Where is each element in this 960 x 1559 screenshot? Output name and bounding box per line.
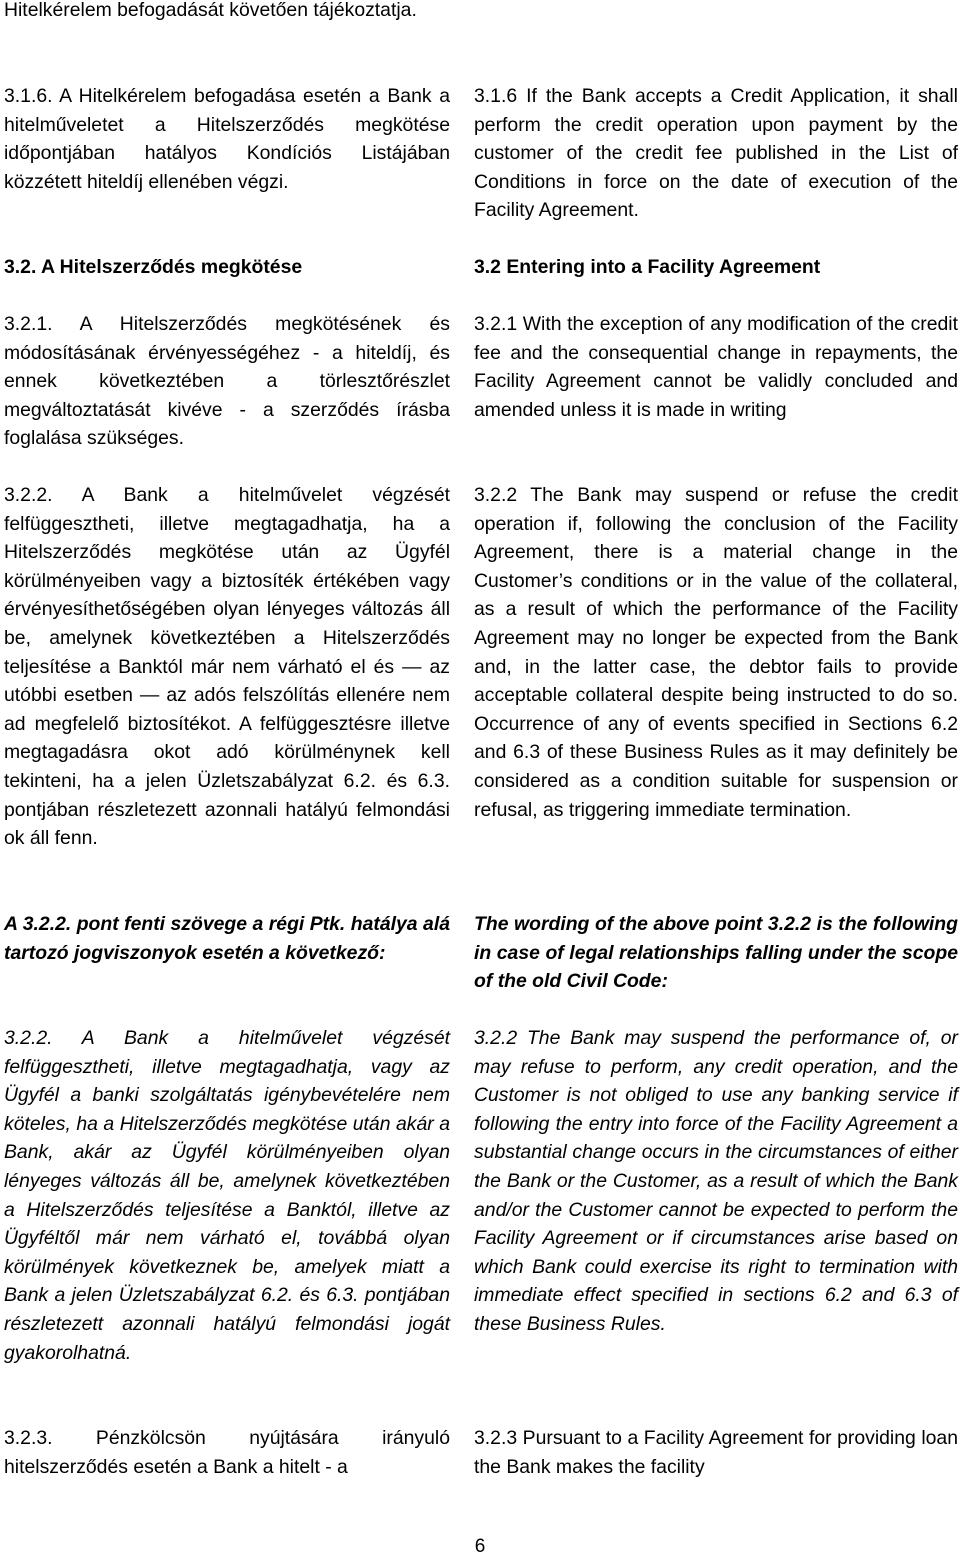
paragraph-3-2-1-en: 3.2.1 With the exception of any modification of the credit fee and the consequential change in repayments, the Facility Agreement cannot be validly concluded and amended unless it is made in writing (474, 313, 958, 421)
heading-3-2-hu: 3.2. A Hitelszerződés megkötése (4, 256, 303, 278)
heading-3-2-en: 3.2 Entering into a Facility Agreement (474, 256, 821, 278)
paragraph-3-1-6-en: 3.1.6 If the Bank accepts a Credit Application, it shall perform the credit operation upon payment by the customer of the credit fee published in the List of Conditions in force on the date of execution of the Facility Agreement. (474, 85, 958, 222)
paragraph-3-2-2-hu: 3.2.2. A Bank a hitelművelet végzését felfüggesztheti, illetve megtagadhatja, ha a Hitelszerződés megkötése után az Ügyfél körülményeiben vagy a biztosíték értékében vagy érvényesíthetőségében olyan lényeges változás áll be, amelynek következtében a Hitelszerződés teljesítése a Banktól már nem várható el és — az utóbbi esetben — az adós felszólítás ellenére nem ad megfelelő biztosítékot. A felfüggesztésre illetve megtagadásra okot adó körülménynek kell tekinteni, ha a jelen Üzletszabályzat 6.2. és 6.3. pontjában részletezett azonnali hatályú felmondási ok áll fenn. (4, 484, 450, 850)
note-old-civil-code-hu: A 3.2.2. pont fenti szövege a régi Ptk. hatálya alá tartozó jogviszonyok esetén a következő: (4, 913, 450, 964)
paragraph-3-2-3-en: 3.2.3 Pursuant to a Facility Agreement for providing loan the Bank makes the facility (474, 1427, 958, 1478)
paragraph-3-2-2-en: 3.2.2 The Bank may suspend or refuse the credit operation if, following the conclusion of the Facility Agreement, there is a material change in the Customer’s conditions or in the value of the collateral, as a result of which the performance of the Facility Agreement may no longer be expected from the Bank and, in the latter case, the debtor fails to provide acceptable collateral despite being instructed to do so. Occurrence of any of events specified in Sections 6.2 and 6.3 of these Business Rules as it may definitely be considered as a condition suitable for suspension or refusal, as triggering immediate termination. (474, 484, 958, 821)
note-old-civil-code-en: The wording of the above point 3.2.2 is the following in case of legal relationships falling under the scope of the old Civil Code: (474, 913, 958, 993)
paragraph-intro-hu: Hitelkérelem befogadását követően tájékoztatja. (4, 0, 417, 21)
paragraph-3-2-2-old-en: 3.2.2 The Bank may suspend the performance of, or may refuse to perform, any credit operation, and the Customer is not obliged to use any banking service if following the entry into force of the Facility Agreement a substantial change occurs in the circumstances of either the Bank or the Customer, as a result of which the Bank and/or the Customer cannot be expected to perform the Facility Agreement or if circumstances arise based on which Bank could exercise its right to termination with immediate effect specified in sections 6.2 and 6.3 of these Business Rules. (474, 1027, 958, 1335)
paragraph-3-2-3-hu: 3.2.3. Pénzkölcsön nyújtására irányuló hitelszerződés esetén a Bank a hitelt - a (4, 1427, 450, 1478)
paragraph-3-2-2-old-hu: 3.2.2. A Bank a hitelművelet végzését felfüggesztheti, illetve megtagadhatja, vagy az Ügyfél a banki szolgáltatás igénybevételére nem köteles, ha a Hitelszerződés megkötése után akár a Bank, akár az Ügyfél körülményeiben olyan lényeges változás áll be, amelynek következtében a Hitelszerződés teljesítése a Banktól, illetve az Ügyféltől már nem várható el, továbbá olyan körülmények következnek be, amelyek miatt a Bank a jelen Üzletszabályzat 6.2. és 6.3. pontjában részletezett azonnali hatályú felmondási jogát gyakorolhatná. (4, 1027, 450, 1364)
page-number: 6 (474, 1536, 486, 1557)
paragraph-3-1-6-hu: 3.1.6. A Hitelkérelem befogadása esetén a Bank a hitelműveletet a Hitelszerződés megkötése időpontjában hatályos Kondíciós Listájában közzétett hiteldíj ellenében végzi. (4, 85, 450, 193)
paragraph-3-2-1-hu: 3.2.1. A Hitelszerződés megkötésének és módosításának érvényességéhez - a hiteldíj, és ennek következtében a törlesztőrészlet megváltoztatását kivéve - a szerződés írásba foglalása szükséges. (4, 313, 450, 450)
